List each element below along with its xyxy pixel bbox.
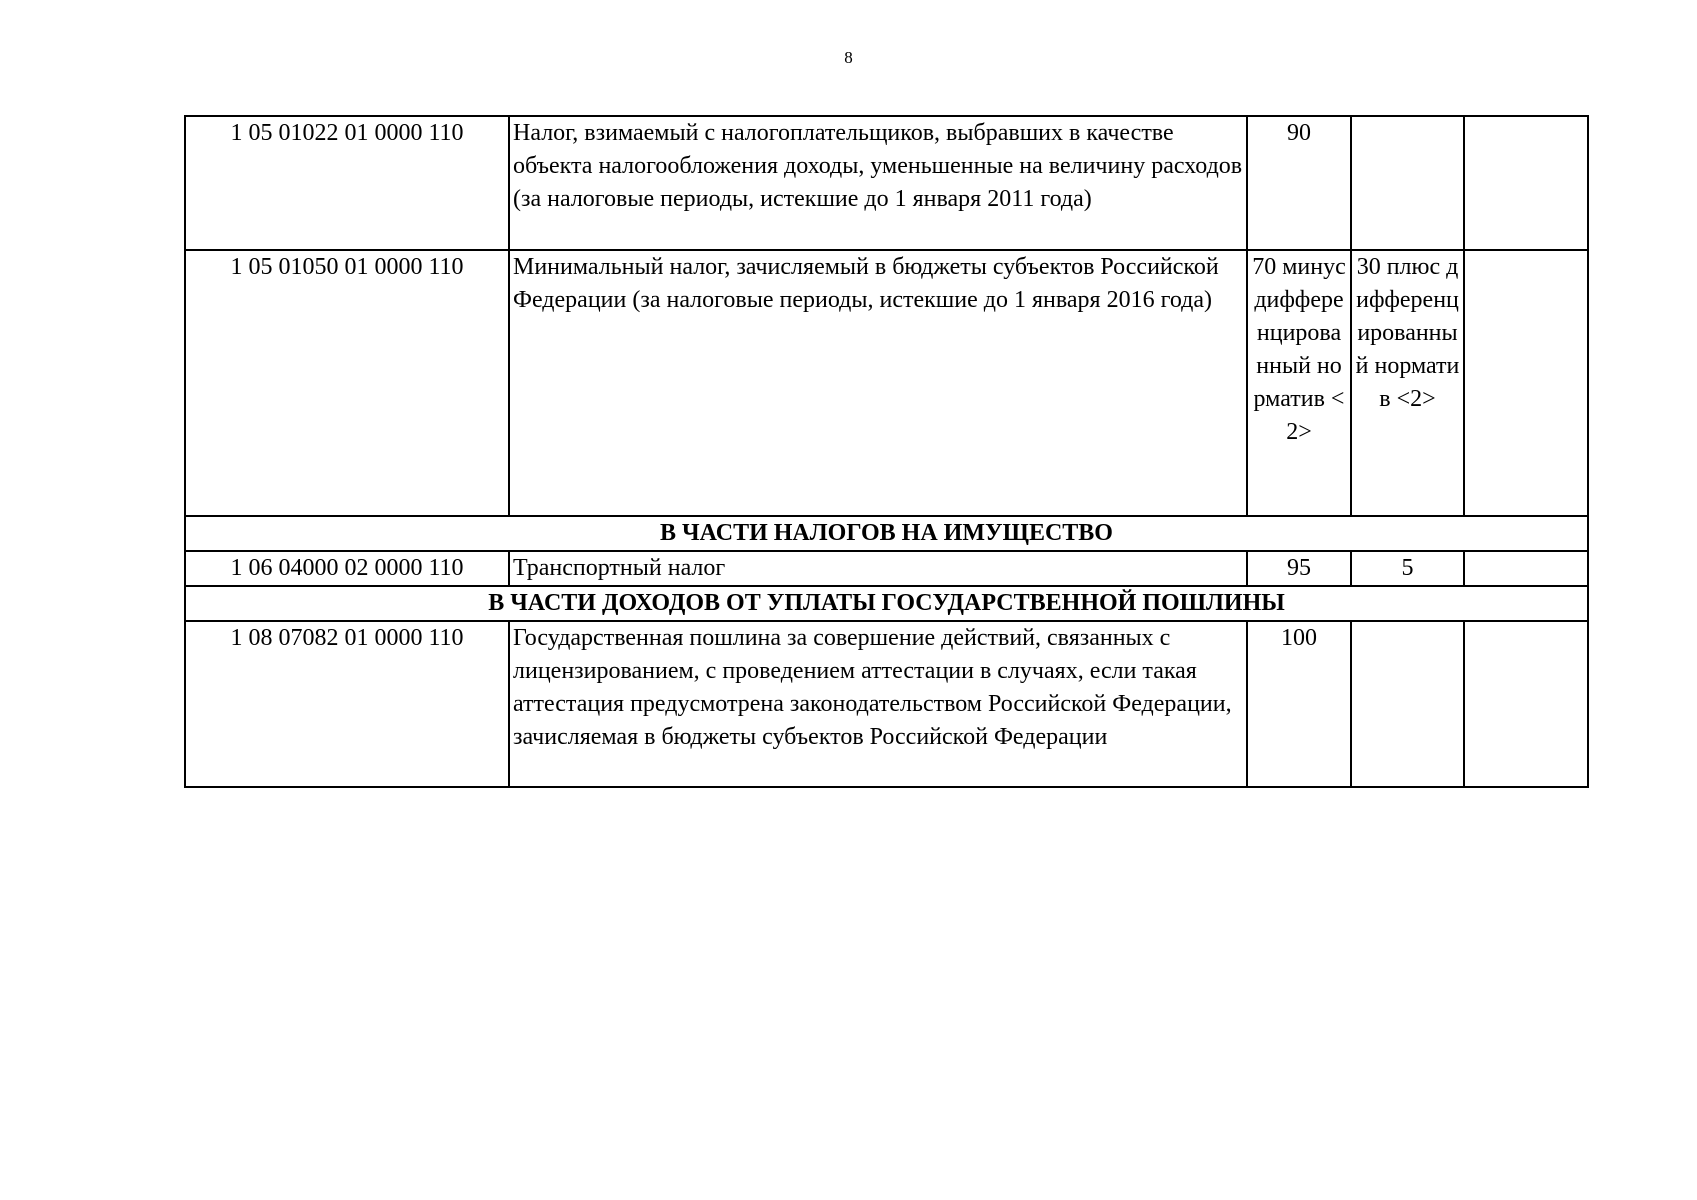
budget-code-cell: 1 05 01022 01 0000 110 [185,116,509,250]
revenue-name-cell: Налог, взимаемый с налогоплательщиков, выбравших в качестве объекта налогообложения доходы, уменьшенные на величину расходов (за налоговые периоды, истекшие до 1 января 2011 года) [509,116,1247,250]
extra-norm-cell [1464,551,1588,586]
regional-norm-cell: 70 минус дифференцированный норматив <2> [1247,250,1351,516]
extra-norm-cell [1464,621,1588,787]
section-header-row [185,586,1588,621]
revenue-name-cell: Государственная пошлина за совершение действий, связанных с лицензированием, с проведением аттестации в случаях, если такая аттестация предусмотрена законодательством Российской Федерации, зачисляемая в бюджеты субъектов Российской Федерации [509,621,1247,787]
revenue-distribution-table [184,115,1589,788]
extra-norm-cell [1464,250,1588,516]
budget-code-cell: 1 08 07082 01 0000 110 [185,621,509,787]
local-norm-cell: 5 [1351,551,1464,586]
local-norm-cell: 30 плюс дифференцированный норматив <2> [1351,250,1464,516]
page-number: 8 [844,48,853,67]
revenue-name-cell: Транспортный налог [509,551,1247,586]
table-row [185,621,1588,787]
budget-code-cell: 1 06 04000 02 0000 110 [185,551,509,586]
table-row [185,116,1588,250]
budget-code-cell: 1 05 01050 01 0000 110 [185,250,509,516]
extra-norm-cell [1464,116,1588,250]
local-norm-cell [1351,621,1464,787]
regional-norm-cell: 100 [1247,621,1351,787]
table-row [185,551,1588,586]
table-row [185,250,1588,516]
regional-norm-cell: 95 [1247,551,1351,586]
section-title: В ЧАСТИ НАЛОГОВ НА ИМУЩЕСТВО [185,516,1588,551]
revenue-name-cell: Минимальный налог, зачисляемый в бюджеты субъектов Российской Федерации (за налоговые периоды, истекшие до 1 января 2016 года) [509,250,1247,516]
local-norm-cell [1351,116,1464,250]
section-title: В ЧАСТИ ДОХОДОВ ОТ УПЛАТЫ ГОСУДАРСТВЕННОЙ ПОШЛИНЫ [185,586,1588,621]
section-header-row [185,516,1588,551]
regional-norm-cell: 90 [1247,116,1351,250]
